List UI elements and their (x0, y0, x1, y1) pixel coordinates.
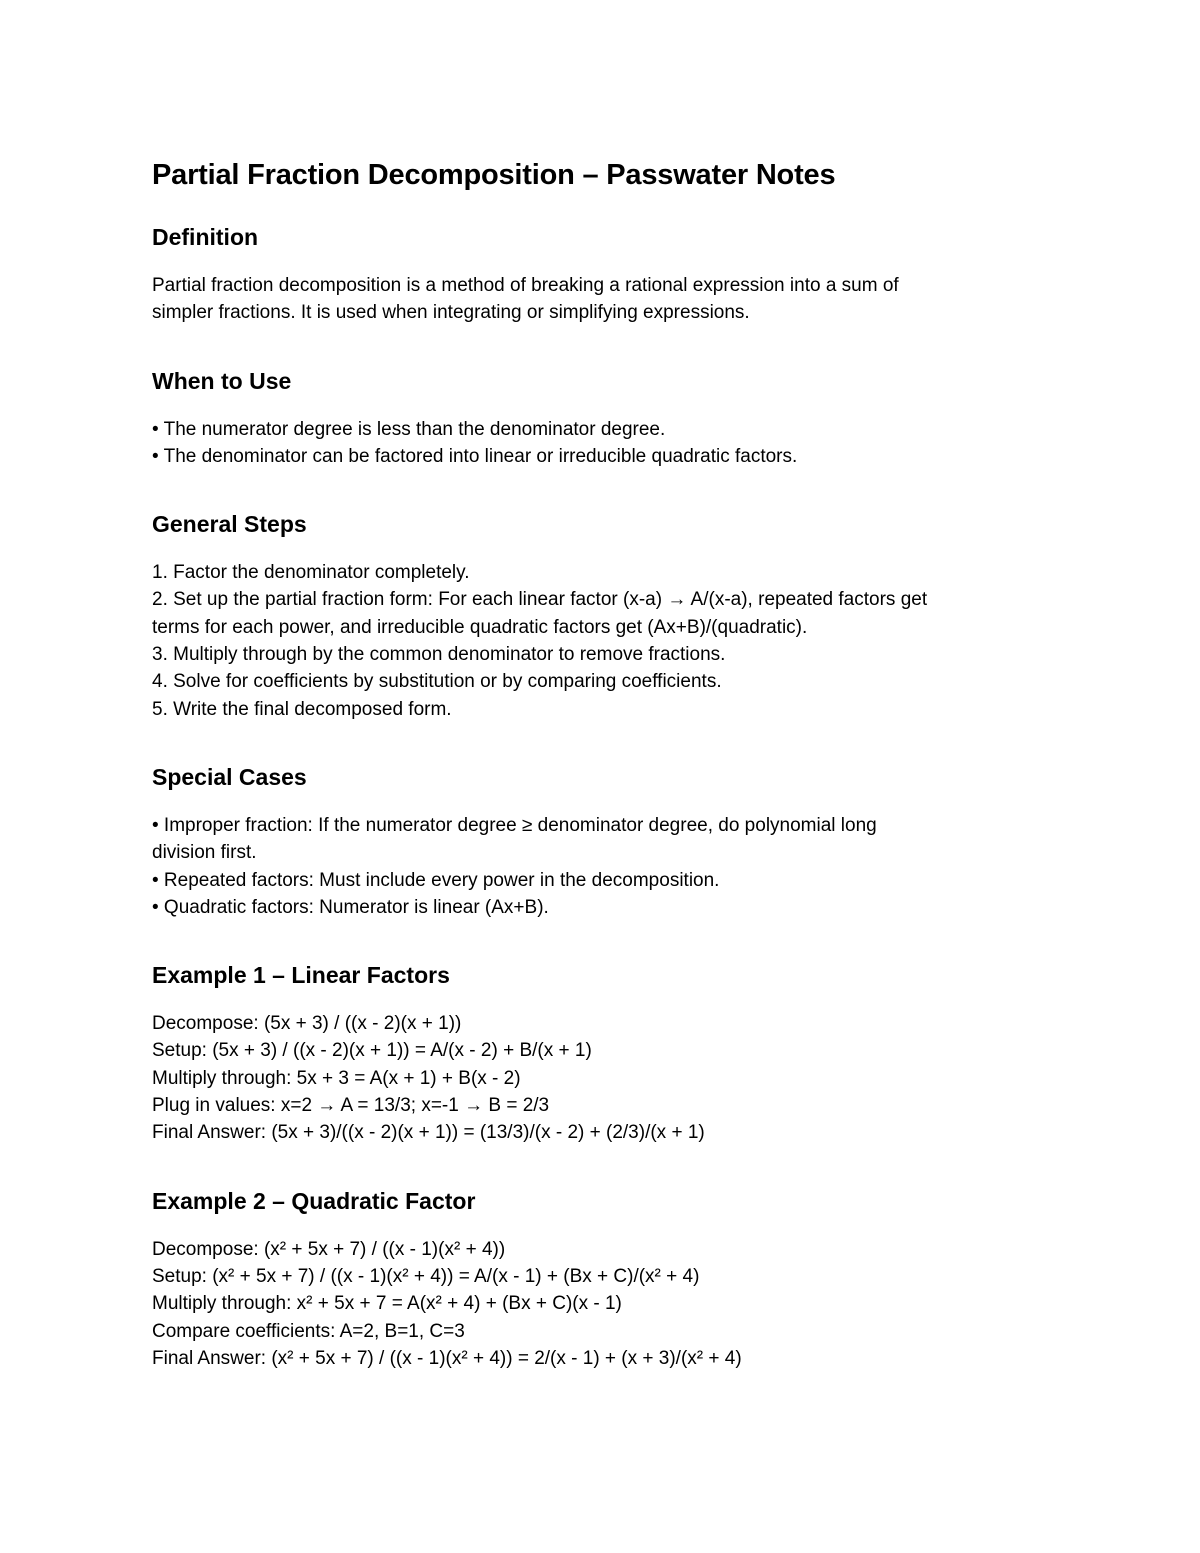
special-cases-list (152, 812, 1052, 921)
general-steps-list (152, 559, 1052, 723)
example-line: Final Answer: (x² + 5x + 7) / ((x - 1)(x² + 4)) = 2/(x - 1) + (x + 3)/(x² + 4) (152, 1347, 742, 1369)
example1-body (152, 1010, 1052, 1146)
list-item: • The numerator degree is less than the denominator degree. (152, 418, 666, 440)
example2-body (152, 1236, 1052, 1372)
general-steps-section (152, 509, 1052, 723)
definition-line: simpler fractions. It is used when integrating or simplifying expressions. (152, 302, 750, 324)
example-line: Multiply through: 5x + 3 = A(x + 1) + B(x - 2) (152, 1067, 521, 1089)
list-item: • Repeated factors: Must include every power in the decomposition. (152, 869, 720, 891)
example1-heading: Example 1 – Linear Factors (152, 962, 450, 989)
list-item: division first. (152, 842, 257, 864)
definition-paragraph (152, 272, 1052, 327)
example-line: Plug in values: x=2 → A = 13/3; x=-1 → B = 2/3 (152, 1095, 550, 1117)
step-line: terms for each power, and irreducible quadratic factors get (Ax+B)/(quadratic). (152, 616, 808, 638)
when-to-use-list (152, 416, 1052, 471)
special-cases-heading: Special Cases (152, 763, 307, 790)
when-to-use-section (152, 366, 1052, 471)
list-item: • Quadratic factors: Numerator is linear (Ax+B). (152, 896, 549, 918)
example-line: Setup: (5x + 3) / ((x - 2)(x + 1)) = A/(x - 2) + B/(x + 1) (152, 1040, 592, 1062)
step-line: 1. Factor the denominator completely. (152, 562, 470, 584)
step-line: 5. Write the final decomposed form. (152, 698, 452, 720)
example-line: Compare coefficients: A=2, B=1, C=3 (152, 1320, 465, 1342)
example1-section (152, 960, 1052, 1146)
example-line: Decompose: (x² + 5x + 7) / ((x - 1)(x² + 4)) (152, 1238, 506, 1260)
document-page (152, 155, 1052, 1372)
step-line: 2. Set up the partial fraction form: For each linear factor (x-a) → A/(x-a), repeated factors get (152, 589, 928, 611)
example-line: Decompose: (5x + 3) / ((x - 2)(x + 1)) (152, 1013, 462, 1035)
when-to-use-heading: When to Use (152, 367, 292, 394)
example2-heading: Example 2 – Quadratic Factor (152, 1187, 476, 1214)
general-steps-heading: General Steps (152, 511, 307, 538)
example-line: Multiply through: x² + 5x + 7 = A(x² + 4) + (Bx + C)(x - 1) (152, 1293, 622, 1315)
list-item: • The denominator can be factored into linear or irreducible quadratic factors. (152, 445, 798, 467)
step-line: 3. Multiply through by the common denominator to remove fractions. (152, 644, 726, 666)
step-line: 4. Solve for coefficients by substitution or by comparing coefficients. (152, 671, 722, 693)
example-line: Final Answer: (5x + 3)/((x - 2)(x + 1)) = (13/3)/(x - 2) + (2/3)/(x + 1) (152, 1122, 705, 1144)
definition-section (152, 222, 1052, 327)
example-line: Setup: (x² + 5x + 7) / ((x - 1)(x² + 4)) = A/(x - 1) + (Bx + C)/(x² + 4) (152, 1265, 700, 1287)
special-cases-section (152, 762, 1052, 921)
document-title: Partial Fraction Decomposition – Passwater Notes (152, 159, 836, 191)
list-item: • Improper fraction: If the numerator degree ≥ denominator degree, do polynomial long (152, 814, 877, 836)
definition-line: Partial fraction decomposition is a method of breaking a rational expression into a sum of (152, 275, 899, 296)
definition-heading: Definition (152, 224, 259, 250)
example2-section (152, 1186, 1052, 1372)
